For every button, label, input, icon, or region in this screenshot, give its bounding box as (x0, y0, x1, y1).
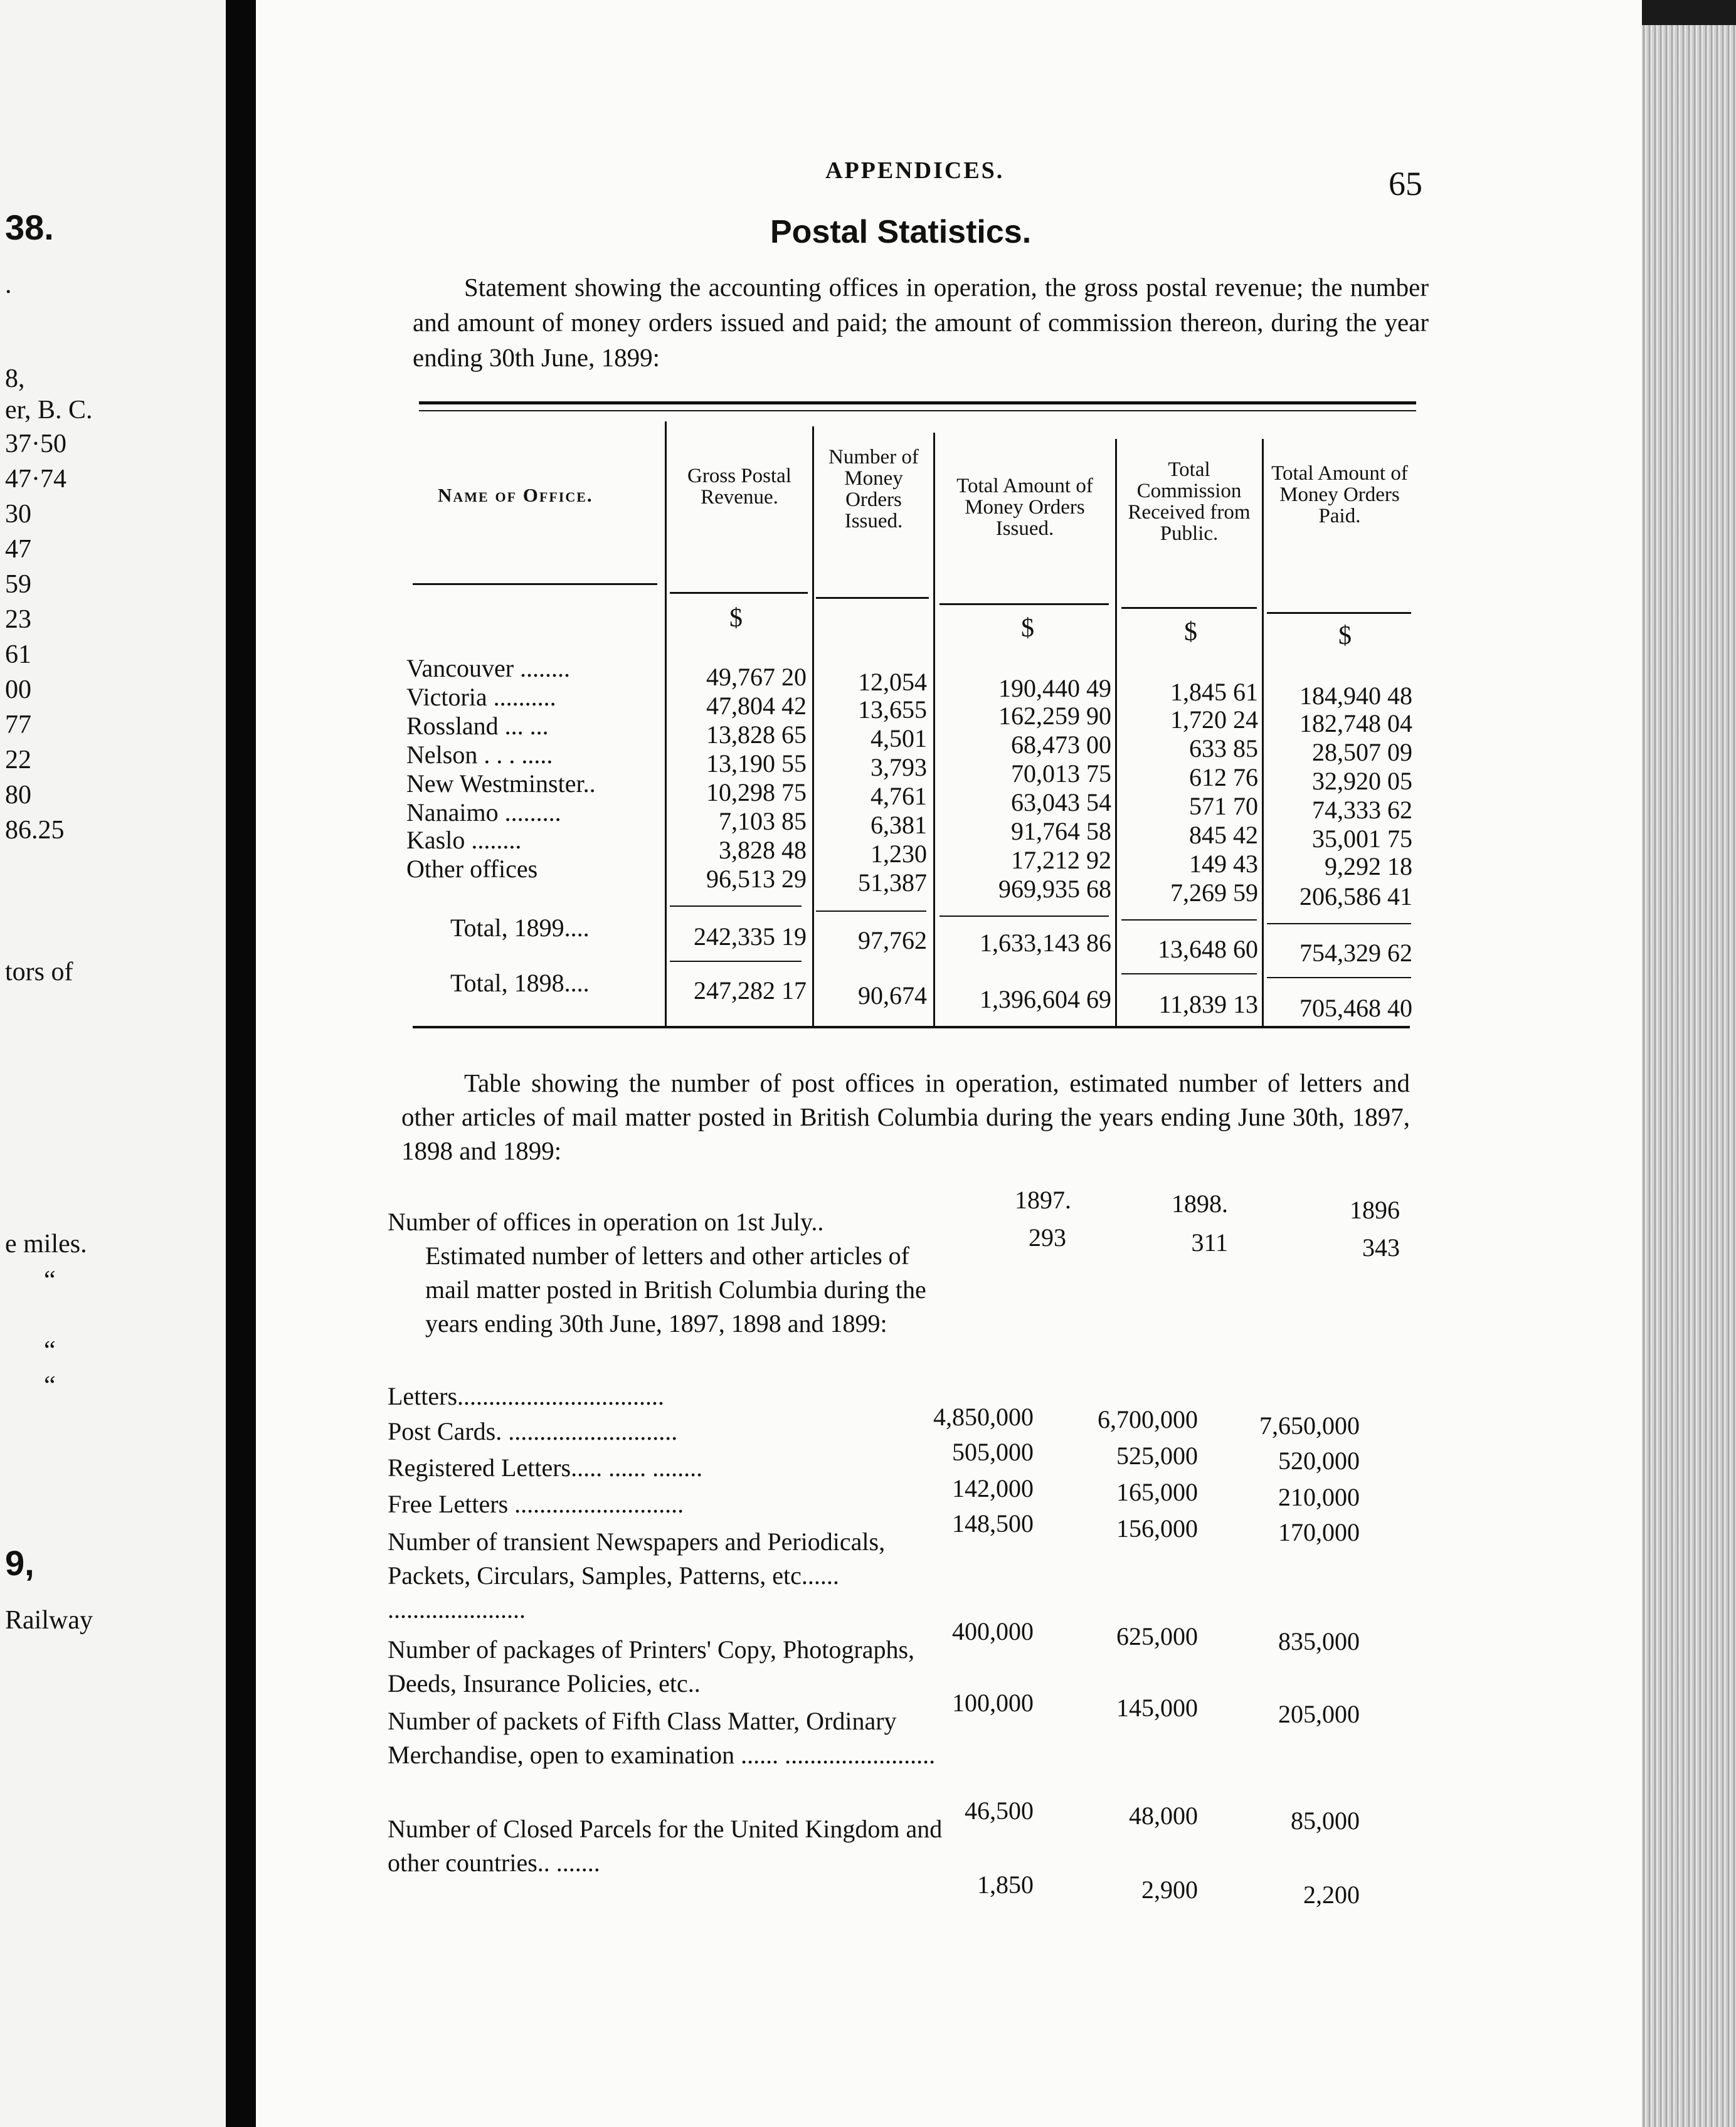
orders-count: 13,655 (858, 695, 927, 724)
gross-revenue: 47,804 42 (706, 692, 807, 720)
offices-value: 311 (1191, 1228, 1228, 1257)
stat-label: Letters................................. (388, 1382, 665, 1410)
total-rule (670, 905, 802, 907)
left-fragment: 47 (5, 535, 31, 564)
stat-label: Registered Letters..... ...... ........ (388, 1454, 703, 1482)
orders-count: 51,387 (858, 868, 927, 897)
total-gross: 242,335 19 (694, 922, 807, 951)
orders-count: 6,381 (871, 811, 927, 839)
amount-issued: 91,764 58 (1011, 817, 1111, 845)
left-fragment: er, B. C. (5, 396, 93, 425)
left-fragment: 61 (5, 640, 31, 669)
stat-value: 400,000 (952, 1617, 1034, 1645)
left-fragment: “ (44, 1266, 56, 1295)
stat-value: 2,200 (1303, 1881, 1360, 1909)
currency-symbol: $ (729, 604, 743, 633)
stat-label: Number of packets of Fifth Class Matter, Ordinary Merchandise, open to examination ...... ........................ (388, 1707, 936, 1769)
amount-paid: 9,292 18 (1325, 852, 1412, 880)
header-total-amount-issued: Total Amount of Money Orders Issued. (956, 475, 1093, 540)
book-page (256, 0, 1642, 2127)
total-rule (1121, 973, 1257, 974)
office-name: Kaslo ........ (406, 826, 522, 854)
commission: 149 43 (1189, 850, 1258, 878)
table-intro-paragraph: Statement showing the accounting offices in operation, the gross postal revenue; the number and amount of money orders issued and paid; the amount of commission thereon, during the year ending 30th June, 1899: (413, 273, 1429, 372)
stat-value: 505,000 (952, 1438, 1034, 1466)
header-underline (1267, 612, 1411, 614)
office-name: Vancouver ........ (406, 654, 571, 682)
column-divider (1262, 439, 1264, 1026)
gross-revenue: 13,828 65 (706, 720, 807, 749)
stat-value: 156,000 (1116, 1514, 1198, 1543)
left-fragment: 80 (5, 781, 31, 810)
amount-issued: 68,473 00 (1011, 731, 1111, 759)
column-divider (1115, 439, 1117, 1026)
total-rule (816, 910, 926, 912)
gross-revenue: 7,103 85 (719, 807, 807, 835)
amount-paid: 35,001 75 (1312, 825, 1412, 853)
total-commission: 13,648 60 (1158, 935, 1258, 963)
left-fragment: 59 (5, 570, 31, 599)
left-fragment: e miles. (5, 1230, 87, 1259)
left-fragment: 77 (5, 710, 31, 739)
commission: 7,269 59 (1170, 879, 1258, 907)
left-fragment: 47·74 (5, 465, 66, 493)
stat-label: Number of transient Newspapers and Periodicals, Packets, Circulars, Samples, Patterns, etc...... ...................... (388, 1528, 886, 1623)
total-issued: 1,396,604 69 (980, 985, 1111, 1013)
page-title: Postal Statistics. (770, 214, 1032, 250)
stat-value: 48,000 (1129, 1802, 1198, 1830)
orders-count: 3,793 (871, 753, 927, 781)
stat-value: 2,900 (1141, 1876, 1198, 1904)
currency-symbol: $ (1338, 621, 1352, 650)
estimated-heading: Estimated number of letters and other articles of mail matter posted in British Columbia during the years ending 30th June, 1897, 1898 and 1899: (425, 1242, 926, 1338)
page-number: 65 (1389, 165, 1422, 203)
left-fragment: “ (44, 1336, 56, 1365)
total-commission: 11,839 13 (1158, 990, 1258, 1018)
year-header: 1896 (1350, 1196, 1400, 1224)
year-header: 1897. (1015, 1186, 1071, 1214)
amount-paid: 74,333 62 (1312, 796, 1412, 824)
commission: 1,720 24 (1170, 705, 1258, 734)
stat-value: 520,000 (1278, 1447, 1360, 1475)
orders-count: 12,054 (858, 668, 927, 696)
total-number: 90,674 (858, 981, 927, 1010)
stat-label: Post Cards. ........................... (388, 1417, 678, 1445)
header-underline (413, 583, 657, 585)
gross-revenue: 96,513 29 (706, 865, 807, 893)
previous-page-fragment (0, 0, 226, 2127)
left-fragment: . (5, 270, 12, 299)
total-gross: 247,282 17 (694, 976, 807, 1005)
stat-value: 100,000 (952, 1689, 1034, 1717)
total-rule (1267, 977, 1411, 978)
gross-revenue: 49,767 20 (706, 663, 807, 691)
stat-value: 148,500 (952, 1509, 1034, 1538)
office-name: Nanaimo ......... (406, 798, 561, 826)
stat-value: 142,000 (952, 1474, 1034, 1502)
commission: 1,845 61 (1170, 678, 1258, 706)
header-underline (1121, 607, 1257, 609)
stat-value: 525,000 (1116, 1442, 1198, 1470)
left-fragment: 37·50 (5, 430, 66, 458)
commission: 845 42 (1189, 821, 1258, 849)
stat-label: Free Letters ........................... (388, 1490, 684, 1518)
office-name: Other offices (406, 855, 538, 883)
header-name-of-office: Name of Office. (438, 484, 593, 506)
total-paid: 705,468 40 (1299, 994, 1412, 1022)
stat-value: 4,850,000 (933, 1403, 1034, 1431)
amount-paid: 206,586 41 (1299, 882, 1412, 910)
offices-value: 293 (1029, 1223, 1066, 1252)
office-name: New Westminster.. (406, 769, 596, 798)
gross-revenue: 13,190 55 (706, 749, 807, 778)
total-rule (1267, 923, 1411, 924)
left-fragment: 86.25 (5, 816, 65, 845)
mail-table-intro: Table showing the number of post offices in operation, estimated number of letters and other articles of mail matter posted in British Columbia during the years ending June 30th, 1897, 1898 and 1899: (401, 1069, 1410, 1165)
stat-label: Number of packages of Printers' Copy, Photographs, Deeds, Insurance Policies, etc.. (388, 1635, 915, 1697)
header-underline (939, 603, 1109, 605)
stat-value: 46,500 (965, 1797, 1034, 1825)
gross-revenue: 10,298 75 (706, 778, 807, 806)
currency-symbol: $ (1184, 618, 1197, 647)
table-bottom-rule (413, 1026, 1410, 1028)
commission: 571 70 (1189, 792, 1258, 820)
left-fragment: 22 (5, 746, 31, 774)
header-total-amount-paid: Total Amount of Money Orders Paid. (1271, 462, 1408, 527)
gross-revenue: 3,828 48 (719, 836, 807, 864)
left-fragment: Railway (5, 1606, 93, 1635)
amount-paid: 28,507 09 (1312, 738, 1412, 766)
left-fragment: tors of (5, 958, 73, 986)
header-number-of-money-orders: Number of Money Orders Issued. (828, 446, 919, 532)
stat-value: 835,000 (1278, 1627, 1360, 1655)
commission: 612 76 (1189, 763, 1258, 791)
amount-issued: 63,043 54 (1011, 788, 1111, 816)
total-rule (670, 961, 802, 962)
amount-paid: 32,920 05 (1312, 767, 1412, 795)
table-top-rule (419, 401, 1416, 404)
amount-issued: 17,212 92 (1011, 846, 1111, 874)
total-rule (1121, 919, 1257, 921)
total-issued: 1,633,143 86 (980, 929, 1111, 957)
orders-count: 4,761 (871, 782, 927, 810)
left-fragment: 9, (5, 1543, 34, 1583)
header-underline (670, 592, 808, 594)
stat-value: 205,000 (1278, 1700, 1360, 1728)
amount-paid: 184,940 48 (1299, 682, 1412, 710)
commission: 633 85 (1189, 734, 1258, 763)
stat-value: 165,000 (1116, 1478, 1198, 1506)
offices-value: 343 (1362, 1233, 1400, 1262)
header-total-commission: Total Commission Received from Public. (1128, 458, 1251, 545)
left-fragment: 38. (5, 208, 54, 247)
book-gutter (226, 0, 256, 2127)
office-name: Victoria .......... (406, 683, 556, 711)
office-name: Nelson . . . ..... (406, 741, 553, 769)
total-number: 97,762 (858, 926, 927, 954)
stat-value: 145,000 (1116, 1694, 1198, 1722)
amount-issued: 190,440 49 (998, 674, 1111, 702)
column-divider (933, 433, 935, 1026)
left-fragment: 8, (5, 364, 25, 393)
stat-value: 85,000 (1291, 1807, 1360, 1835)
amount-issued: 162,259 90 (998, 702, 1111, 730)
stat-value: 6,700,000 (1098, 1405, 1198, 1433)
total-label: Total, 1898.... (450, 969, 590, 997)
left-fragment: “ (44, 1371, 56, 1400)
header-underline (816, 597, 929, 599)
page-edges (1642, 25, 1736, 2127)
table-top-rule-thin (419, 410, 1416, 411)
header-gross-postal-revenue: Gross Postal Revenue. (687, 465, 791, 509)
total-paid: 754,329 62 (1299, 939, 1412, 967)
orders-count: 1,230 (871, 840, 927, 868)
column-divider (665, 421, 667, 1026)
amount-paid: 182,748 04 (1299, 709, 1412, 737)
amount-issued: 70,013 75 (1011, 759, 1111, 788)
total-rule (939, 916, 1109, 917)
stat-value: 7,650,000 (1259, 1412, 1360, 1440)
left-fragment: 30 (5, 500, 31, 529)
year-header: 1898. (1172, 1190, 1228, 1218)
stat-value: 210,000 (1278, 1483, 1360, 1511)
total-label: Total, 1899.... (450, 914, 590, 942)
left-fragment: 23 (5, 605, 31, 634)
offices-label: Number of offices in operation on 1st July.. (388, 1208, 824, 1236)
stat-value: 1,850 (977, 1871, 1034, 1899)
running-head: APPENDICES. (825, 157, 1005, 184)
stat-value: 170,000 (1278, 1518, 1360, 1546)
amount-issued: 969,935 68 (998, 875, 1111, 903)
currency-symbol: $ (1021, 614, 1034, 643)
left-fragment: 00 (5, 675, 31, 704)
orders-count: 4,501 (871, 724, 927, 752)
stat-label: Number of Closed Parcels for the United Kingdom and other countries.. ....... (388, 1815, 943, 1877)
stat-value: 625,000 (1116, 1622, 1198, 1650)
office-name: Rossland ... ... (406, 712, 549, 740)
